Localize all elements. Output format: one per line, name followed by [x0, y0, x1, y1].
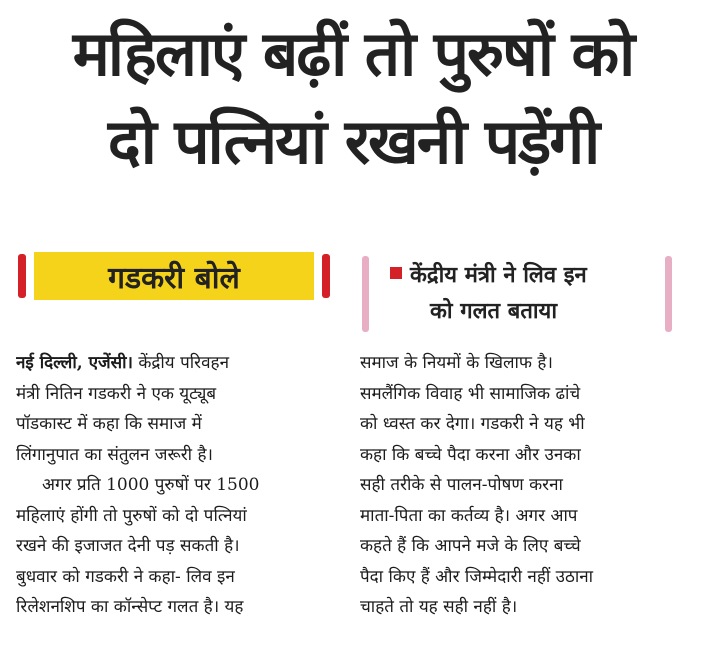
- headline-line-1: महिलाएं बढ़ीं तो पुरुषों को: [72, 17, 634, 90]
- body-left-line-6: महिलाएं होंगी तो पुरुषों को दो पत्नियां: [16, 505, 247, 526]
- body-left-line-5: अगर प्रति 1000 पुरुषों पर 1500: [42, 475, 260, 495]
- kicker-left-bar-right: [322, 254, 330, 298]
- kicker-right-bar-right: [665, 256, 672, 332]
- body-left-line-2: मंत्री नितिन गडकरी ने एक यूट्यूब: [16, 383, 217, 404]
- kicker-left-bar-left: [18, 254, 26, 298]
- headline: [8, 10, 698, 186]
- body-right-line-2: समलैंगिक विवाह भी सामाजिक ढांचे: [360, 383, 581, 404]
- kicker-right: [362, 252, 672, 336]
- body-right-line-4: कहा कि बच्चे पैदा करना और उनका: [360, 444, 581, 465]
- body-left-line-1: [16, 348, 338, 379]
- body-left-line-9: रिलेशनशिप का कॉन्सेप्ट गलत है। यह: [16, 597, 244, 617]
- kicker-right-text: [390, 258, 652, 330]
- body-right-line-3: को ध्वस्त कर देगा। गडकरी ने यह भी: [360, 414, 585, 434]
- body-left-line-1-text: केंद्रीय परिवहन: [132, 353, 230, 373]
- kicker-left-label: गडकरी बोले: [34, 252, 314, 300]
- kicker-right-bar-left: [362, 256, 369, 332]
- body-left-line-4: लिंगानुपात का संतुलन जरूरी है।: [16, 444, 213, 465]
- kicker-left: [18, 252, 330, 302]
- body-right-line-9: चाहते तो यह सही नहीं है।: [360, 597, 518, 617]
- body-left-line-3: पॉडकास्ट में कहा कि समाज में: [16, 414, 202, 434]
- article-column-right: [360, 348, 690, 623]
- body-right-line-8: पैदा किए हैं और जिम्मेदारी नहीं उठाना: [360, 566, 594, 587]
- kicker-right-line-1: केंद्रीय मंत्री ने लिव इन: [410, 263, 587, 288]
- headline-line-2: दो पत्नियां रखनी पड़ेंगी: [107, 105, 599, 178]
- body-right-line-6: माता-पिता का कर्तव्य है। अगर आप: [360, 505, 578, 526]
- body-right-line-5: सही तरीके से पालन-पोषण करना: [360, 475, 563, 495]
- body-left-line-7: रखने की इजाजत देनी पड़ सकती है।: [16, 536, 240, 556]
- body-right-line-7: कहते हैं कि आपने मजे के लिए बच्चे: [360, 536, 581, 556]
- article-column-left: [16, 348, 338, 623]
- bullet-square-icon: [390, 267, 402, 279]
- dateline: नई दिल्ली, एजेंसी।: [16, 353, 133, 373]
- body-right-line-1: समाज के नियमों के खिलाफ है।: [360, 353, 553, 373]
- body-left-line-8: बुधवार को गडकरी ने कहा- लिव इन: [16, 566, 235, 587]
- kicker-right-line-2: को गलत बताया: [430, 299, 558, 324]
